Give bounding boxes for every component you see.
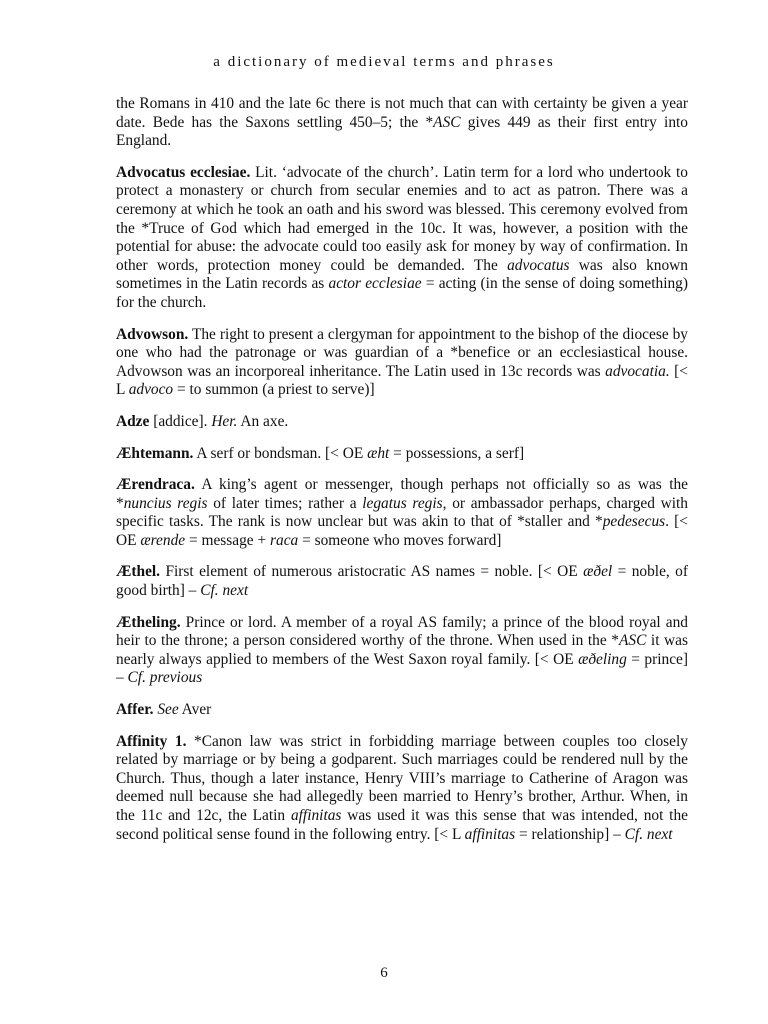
entry-italic: æht [367,444,390,462]
entry-text: of later times; rather a [207,494,363,512]
entry-advocatus-ecclesiae [116,164,688,313]
entry-adze [116,413,688,432]
entry-text: gives 449 as their first entry into England. [116,113,688,150]
entry-affinity [116,733,688,845]
entry-text: Aver [178,701,212,719]
entry-italic: advoco [128,381,174,399]
entry-text: Lit. ‘advocate of the church’. Latin term for a lord who undertook to protect a monastery or church from secular enemies and to act as patron. There was a ceremony at which he took an oath and his sword was blessed. This ceremony evolved from the *Truce of God which had emerged in the 10c. It was, however, a position with the potential for abuse: the advocate could too easily ask for money by way of confirmation. In other words, protection money could be demanded. The [116,163,688,274]
entry-italic: nuncius regis [123,494,208,512]
entry-text: [addice]. [149,412,212,430]
entry-italic: æðeling [578,650,627,668]
headword: Affer. [116,701,154,719]
entry-text: The right to present a clergyman for appointment to the bishop of the diocese by one who had the patronage or was guardian of a *benefice or an ecclesiastical house. Advowson was an incorporeal inheritance. The Latin used in 13c records was [116,325,688,380]
entry-text: [< L [116,362,688,399]
entry-italic: Her. [211,412,238,430]
entry-italic: æðel [583,563,613,581]
entry-italic: actor ecclesiae [328,275,422,293]
cross-reference: Cf. next [200,582,249,600]
headword: Affinity 1. [116,732,187,750]
entry-text: it was nearly always applied to members of the West Saxon royal family. [< OE [116,632,688,668]
entry-italic: ærende [140,531,186,549]
entry-text: the Romans in 410 and the late 6c there is not much that can with certainty be given a year date. Bede has the Saxons settling 450–5; the * [116,95,688,131]
entry-text: Prince or lord. A member of a royal AS family; a prince of the blood royal and heir to the throne; a person considered worthy of the throne. When used in the * [116,613,688,650]
entry-text: . [< OE [116,513,688,549]
headword: Ærendraca. [116,476,195,494]
entry-advowson [116,326,688,400]
entry-text: An axe. [237,412,289,430]
entry-italic: ASC [433,113,461,131]
entry-continuation [116,95,688,151]
entry-text: = relationship] – [515,825,625,843]
cross-reference: Cf. previous [127,669,203,687]
entry-affer [116,701,688,720]
page-number: 6 [380,965,388,981]
entry-text: = acting (in the sense of doing something) for the church. [116,275,688,311]
entry-text: A serf or bondsman. [< OE [193,444,368,462]
entry-aetheling [116,614,688,688]
headword: Æthel. [116,563,161,581]
entry-aehtemann [116,445,688,464]
cross-reference: Cf. next [624,825,673,843]
headword: Adze [116,412,150,430]
entry-text: First element of numerous aristocratic AS names = noble. [< OE [160,563,584,581]
headword: Advocatus ecclesiae. [116,163,251,181]
entry-text: = message + [185,531,271,549]
entry-aerendraca [116,476,688,550]
entry-italic: affinitas [290,807,342,824]
entry-text: , or ambassador perhaps, charged with specific tasks. The rank is now unclear but was akin to that of *staller and * [116,494,688,531]
entry-italic: affinitas [464,825,516,843]
entry-text: = prince] – [116,650,688,687]
entry-italic: pedesecus [602,513,666,531]
entry-italic: ASC [618,632,647,650]
headword: Ætheling. [116,613,181,631]
entry-text: *Canon law was strict in forbidding marriage between couples too closely related by marriage or by being a godparent. Such marriages could be rendered null by the Church. Thus, though a later instance, Henry VIII’s marriage to Catherine of Aragon was deemed null because she had allegedly been married to Henry’s brother, Arthur. When, in the 11c and 12c, the Latin [116,732,688,824]
entry-text: A king’s agent or messenger, though perhaps not officially so as was the * [116,476,688,512]
entries-column [116,95,688,857]
entry-aethel [116,563,688,600]
entry-text: = to summon (a priest to serve)] [173,381,375,399]
entry-text: = possessions, a serf] [389,444,525,462]
running-head: a dictionary of medieval terms and phrases [213,54,555,70]
headword: Advowson. [116,325,189,343]
entry-italic: raca [270,531,299,549]
entry-text: was used it was this sense that was intended, not the second political sense found in the following entry. [< L [116,807,688,843]
see-reference: See [157,701,179,719]
entry-italic: legatus regis [362,494,443,512]
headword: Æhtemann. [116,444,194,462]
entry-text: was also known sometimes in the Latin records as [116,256,688,293]
entry-text: = someone who moves forward] [298,531,502,549]
entry-italic: advocatia. [605,362,670,380]
entry-italic: advocatus [507,256,570,274]
entry-text: = noble, of good birth] – [116,563,688,600]
